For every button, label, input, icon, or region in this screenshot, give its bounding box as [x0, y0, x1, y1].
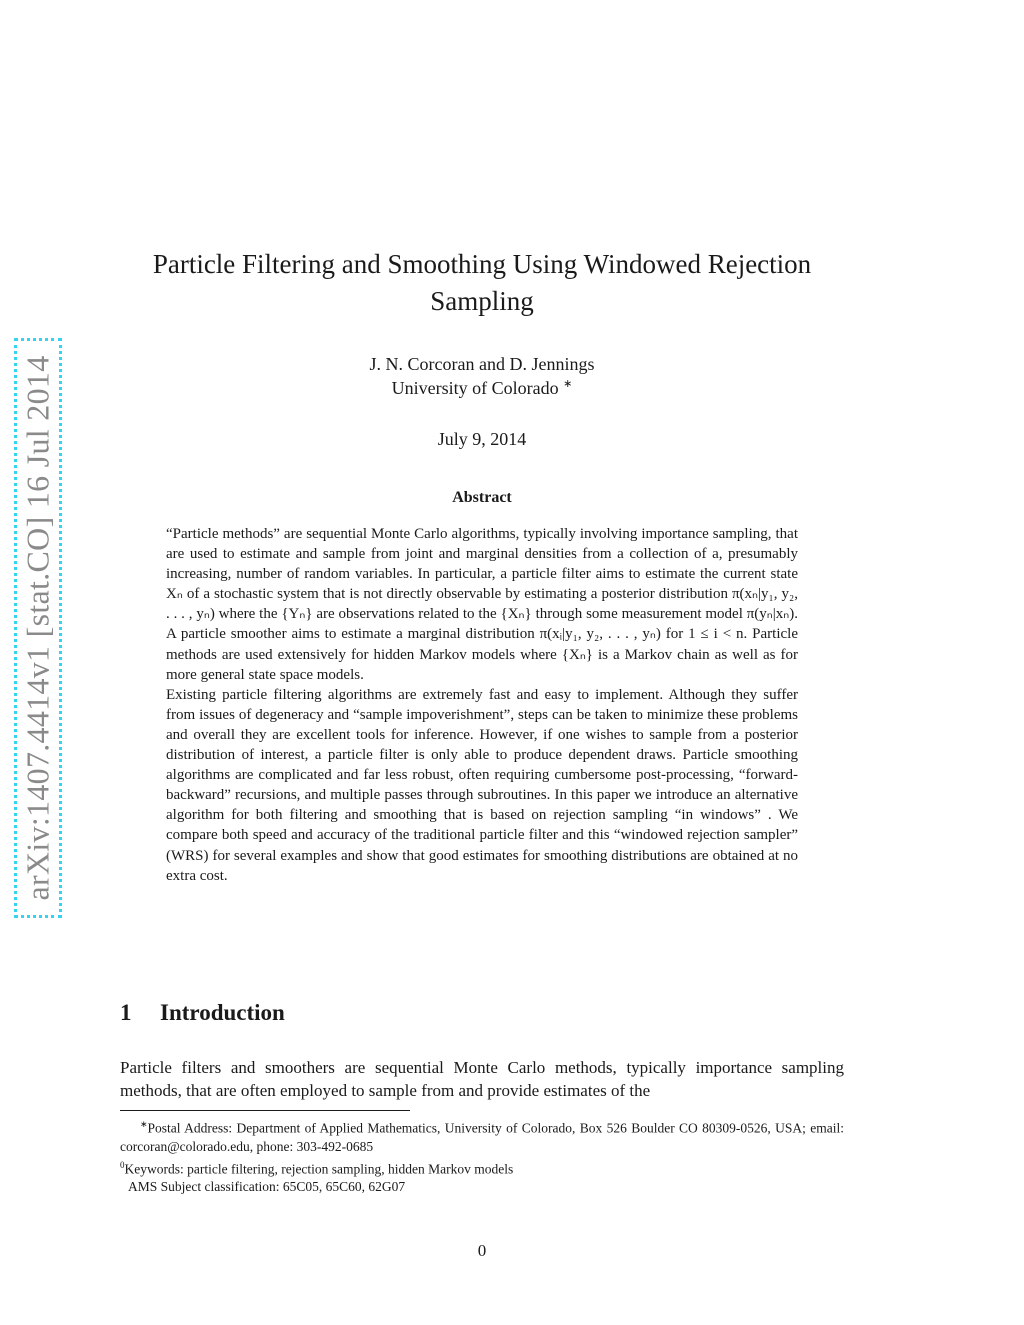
abstract-body [166, 524, 798, 886]
page-number: 0 [477, 1241, 487, 1260]
footnote-mark: ∗ [140, 1119, 148, 1129]
paper-title: Particle Filtering and Smoothing Using Windowed Rejection Sampling [152, 249, 812, 316]
affiliation-name: University of Colorado [391, 378, 559, 398]
introduction-paragraph: Particle filters and smoothers are sequential Monte Carlo methods, typically importance sampling methods, that are often employed to sample from and provide estimates of the [120, 1058, 844, 1100]
abstract-paragraph-1: “Particle methods” are sequential Monte Carlo algorithms, typically involving importance sampling, that are used to estimate and sample from joint and marginal densities from a collection of a, presumably increasing, number of random variables. In particular, a particle filter aims to estimate the current state Xₙ of a stochastic system that is not directly observable by estimating a posterior distribution π(xₙ|y₁, y₂, . . . , yₙ) where the {Yₙ} are observations related to the {Xₙ} through some measurement model π(yₙ|xₙ). A particle smoother aims to estimate a marginal distribution π(xᵢ|y₁, y₂, . . . , yₙ) for 1 ≤ i < n. Particle methods are used extensively for hidden Markov models where {Xₙ} is a Markov chain as well as for more general state space models. [166, 526, 798, 683]
footnote-keywords: $^0$Keywords: particle filtering, rejection sampling, hidden Markov models [120, 1159, 514, 1176]
paper-date: July 9, 2014 [437, 429, 527, 449]
affiliation-footnote-mark: ∗ [563, 378, 573, 390]
abstract-paragraph-2: Existing particle filtering algorithms are extremely fast and easy to implement. Although they suffer from issues of degeneracy and “sample impoverishment”, steps can be taken to minimize these problems and overall they are excellent tools for inference. However, if one wishes to sample from a posterior distribution of interest, a particle filter is only able to produce dependent draws. Particle smoothing algorithms are complicated and far less robust, often requiring cumbersome post-processing, “forward-backward” recursions, and multiple passes through subroutines. In this paper we introduce an alternative algorithm for both filtering and smoothing that is based on rejection sampling “in windows” . We compare both speed and accuracy of the traditional particle filter and this “windowed rejection sampler” (WRS) for several examples and show that good estimates for smoothing distributions are obtained at no extra cost. [166, 686, 798, 884]
paper-authors: J. N. Corcoran and D. Jennings [369, 354, 595, 374]
footnotes [120, 1115, 844, 1196]
abstract-heading: Abstract [452, 489, 512, 506]
arxiv-id-text: arXiv:1407.4414v1 [stat.CO] 16 Jul 2014 [19, 355, 56, 901]
arxiv-identifier-stamp [14, 338, 62, 918]
footnote-ams-classification: AMS Subject classification: 65C05, 65C60, 62G07 [128, 1179, 406, 1194]
paper-affiliation [120, 377, 844, 399]
footnote-postal-address: ∗Postal Address: Department of Applied Mathematics, University of Colorado, Box 526 Boulder CO 80309-0526, USA; email: corcoran@colorado.edu, phone: 303-492-0685 [120, 1119, 844, 1154]
footnote-divider [120, 1110, 410, 1111]
section-heading-introduction [120, 1000, 285, 1026]
section-title: Introduction [160, 1000, 285, 1025]
footnote-mark: 0 [120, 1159, 125, 1170]
section-number: 1 [120, 1000, 132, 1025]
